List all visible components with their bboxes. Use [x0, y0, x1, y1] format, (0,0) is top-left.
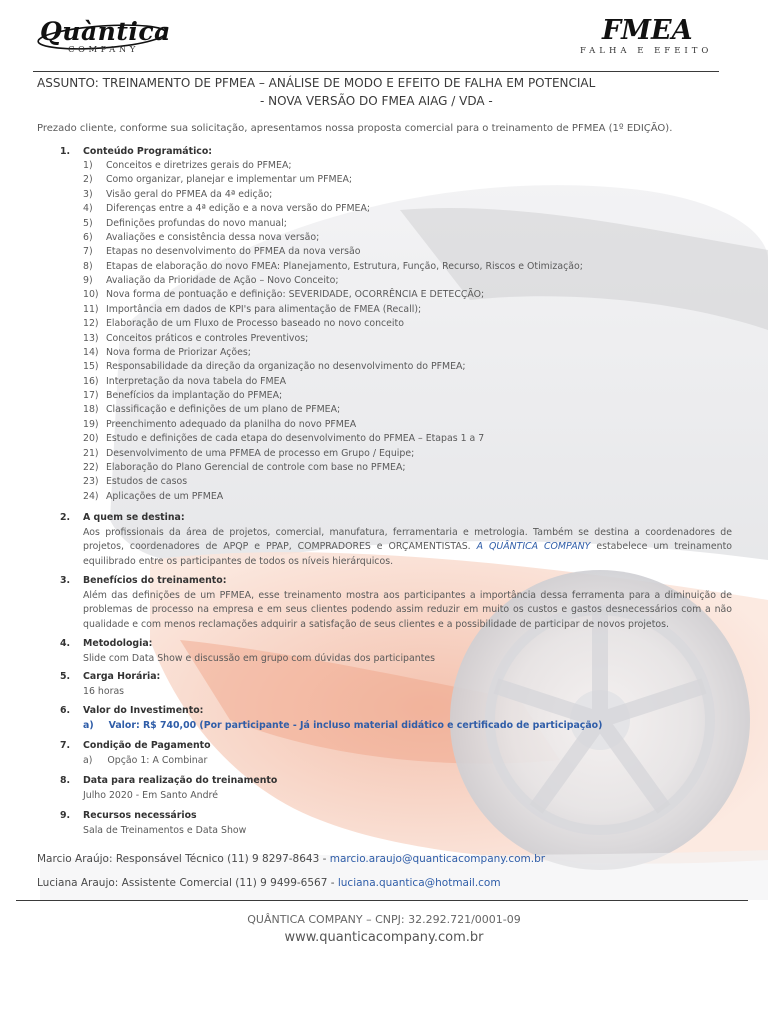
list-item-text: Nova forma de Priorizar Ações; [106, 346, 251, 358]
list-item [83, 461, 703, 475]
section-number: 1. [60, 146, 71, 157]
list-item-number: 7) [83, 246, 93, 258]
logo-left-sub: COMPANY [68, 45, 139, 55]
section-body [83, 719, 732, 734]
section-title: Metodologia: [83, 638, 153, 649]
list-item-text: Nova forma de pontuação e definição: SEVERIDADE, OCORRÊNCIA E DETECÇÃO; [106, 289, 485, 301]
section-title: Recursos necessários [83, 810, 197, 821]
list-item-number: 3) [83, 188, 93, 200]
list-item-number: 2) [83, 174, 93, 186]
list-item [83, 274, 703, 288]
list-item-number: 9) [83, 275, 93, 286]
logo-right-name: FMEA [602, 15, 693, 46]
list-item [83, 303, 703, 317]
list-item-text: Diferenças entre a 4ª edição e a nova versão do PFMEA; [106, 203, 371, 215]
list-item-text: Conceitos práticos e controles Preventivos; [106, 332, 309, 344]
intro-paragraph: Prezado cliente, conforme sua solicitação, apresentamos nossa proposta comercial para o treinamento de PFMEA (1º EDIÇÃO). [37, 123, 673, 134]
contact-luciana [37, 876, 501, 890]
subject-line: ASSUNTO: TREINAMENTO DE PFMEA – ANÁLISE DE MODO E EFEITO DE FALHA EM POTENCIAL [37, 76, 596, 90]
list-item-number: 17) [83, 390, 99, 401]
list-item [83, 332, 703, 346]
section-target-audience [60, 511, 732, 571]
list-item-number: 1) [83, 160, 93, 171]
list-item-text: Conceitos e diretrizes gerais do PFMEA; [106, 160, 292, 171]
list-item-text: Estudo e definições de cada etapa do desenvolvimento do PFMEA – Etapas 1 a 7 [106, 433, 485, 445]
list-item [83, 288, 703, 302]
section-methodology [60, 637, 732, 667]
list-item-number: 22) [83, 461, 99, 473]
section-title: A quem se destina: [83, 512, 185, 523]
list-item-number: 8) [83, 260, 93, 272]
list-item-text: Classificação e definições de um plano de PFMEA; [106, 404, 341, 416]
list-item-text: Avaliações e consistência dessa nova versão; [106, 231, 320, 243]
list-item-text: Avaliação da Prioridade de Ação – Novo Conceito; [106, 275, 339, 286]
subject-subline: - NOVA VERSÃO DO FMEA AIAG / VDA - [260, 94, 493, 108]
section-body [83, 754, 732, 769]
list-item [83, 245, 703, 259]
list-item-text: Elaboração do Plano Gerencial de controle com base no PFMEA; [106, 461, 406, 473]
list-item-number: 6) [83, 231, 93, 243]
section-training-date [60, 774, 732, 804]
list-item [83, 188, 703, 202]
list-item-number: 20) [83, 433, 99, 445]
section-payment-condition [60, 739, 732, 769]
list-item-text: Interpretação da nova tabela do FMEA [106, 375, 286, 387]
list-item [83, 260, 703, 274]
section-number: 6. [60, 705, 71, 716]
list-item [83, 217, 703, 231]
training-date-text: Julho 2020 - Em Santo André [83, 789, 218, 801]
section-workload [60, 670, 732, 700]
section-body [83, 526, 732, 570]
company-name-highlight: A QUÂNTICA COMPANY [476, 541, 591, 552]
list-item [83, 475, 703, 489]
logo-right-sub: FALHA E EFEITO [580, 46, 713, 56]
list-item-number: 5) [83, 217, 93, 229]
list-item [83, 360, 703, 374]
list-item [83, 418, 703, 432]
list-item [83, 403, 703, 417]
list-item-number: 16) [83, 375, 99, 387]
price-text: Valor: R$ 740,00 (Por participante - Já incluso material didático e certificado de participação) [108, 719, 603, 731]
list-item-text: Elaboração de um Fluxo de Processo baseado no novo conceito [106, 318, 404, 330]
section-title: Condição de Pagamento [83, 740, 211, 751]
section-title: Carga Horária: [83, 671, 161, 682]
contact-text: Marcio Araújo: Responsável Técnico (11) 9 8297-8643 - [37, 853, 330, 865]
header-divider [33, 71, 719, 72]
section-benefits [60, 574, 732, 634]
list-item-number: 23) [83, 476, 99, 488]
section-body: Além das definições de um PFMEA, esse treinamento mostra aos participantes a importância dessa ferramenta para a diminuição de problemas de processo na empresa e em seus clientes podendo assim reduzir em muito os custos e gastos desnecessários com a não qualidade e com menos reclamações adquirir a satisfação de seus clientes e a possibilidade de participar de novos projetos. [83, 589, 732, 630]
section-number: 8. [60, 775, 71, 786]
list-item [83, 159, 703, 173]
fmea-logo [576, 16, 726, 60]
list-item [83, 202, 703, 216]
section-number: 4. [60, 638, 71, 649]
list-item-text: Etapas de elaboração do novo FMEA: Planejamento, Estrutura, Função, Recurso, Riscos e Otimização; [106, 260, 583, 272]
list-item-number: 19) [83, 418, 99, 430]
section-body [83, 789, 732, 804]
payment-option-text: Opção 1: A Combinar [107, 754, 208, 766]
section-number: 3. [60, 575, 71, 586]
list-item [83, 231, 703, 245]
footer-divider [16, 900, 748, 901]
list-item-text: Como organizar, planejar e implementar um PFMEA; [106, 174, 353, 186]
contact-email-link[interactable]: luciana.quantica@hotmail.com [337, 877, 501, 889]
list-item-text: Desenvolvimento de uma PFMEA de processo em Grupo / Equipe; [106, 447, 415, 459]
section-number: 9. [60, 810, 71, 821]
section-title: Conteúdo Programático: [83, 146, 213, 157]
section-number: 2. [60, 512, 71, 523]
list-item [83, 447, 703, 461]
list-item [83, 490, 703, 504]
list-item-number: 10) [83, 289, 99, 301]
section-title: Benefícios do treinamento: [83, 575, 227, 586]
list-item-text: Benefícios da implantação do PFMEA; [106, 390, 283, 401]
footer-website-link[interactable]: www.quanticacompany.com.br [284, 930, 484, 945]
list-item-text: Definições profundas do novo manual; [106, 217, 287, 229]
list-item-text: Preenchimento adequado da planilha do novo PFMEA [106, 418, 357, 430]
section-resources [60, 809, 732, 839]
section-number: 7. [60, 740, 71, 751]
section-investment [60, 704, 732, 734]
audience-text: Aos profissionais da área de projetos, comercial, manufatura, ferramentaria e metrologia. Também se destina a coordenadores de projetos, coordenadores de APQP e PPAP, COMPRADORES e ORÇAMENTISTAS. [83, 526, 732, 552]
resources-text: Sala de Treinamentos e Data Show [83, 824, 247, 836]
list-item-number: 15) [83, 361, 99, 373]
section-number: 5. [60, 671, 71, 682]
list-item [83, 375, 703, 389]
list-item-text: Aplicações de um PFMEA [106, 490, 224, 502]
workload-text: 16 horas [83, 685, 125, 697]
list-item-number: 14) [83, 346, 99, 358]
contact-marcio [37, 852, 545, 866]
section-body [83, 685, 732, 700]
list-item-number: 18) [83, 404, 99, 416]
list-item-number: 13) [83, 332, 99, 344]
list-item [83, 173, 703, 187]
payment-item-number: a) [83, 754, 93, 766]
price-item-number: a) [83, 719, 94, 731]
quantica-company-logo [40, 17, 171, 58]
list-item-text: Estudos de casos [106, 476, 188, 488]
list-item-number: 12) [83, 318, 99, 330]
list-item-number: 24) [83, 490, 99, 502]
list-item-text: Importância em dados de KPI's para alimentação de FMEA (Recall); [106, 303, 422, 315]
program-items-list [83, 159, 703, 504]
contact-email-link[interactable]: marcio.araujo@quanticacompany.com.br [329, 853, 546, 865]
list-item-text: Responsabilidade da direção da organização no desenvolvimento do PFMEA; [106, 361, 466, 373]
contact-text: Luciana Araujo: Assistente Comercial (11) 9 9499-6567 - [37, 877, 338, 889]
section-title: Valor do Investimento: [83, 705, 204, 716]
list-item-number: 21) [83, 447, 99, 459]
list-item [83, 432, 703, 446]
list-item-number: 4) [83, 203, 93, 215]
methodology-text: Slide com Data Show e discussão em grupo com dúvidas dos participantes [83, 652, 436, 664]
section-body [83, 824, 732, 839]
footer-company-info: QUÂNTICA COMPANY – CNPJ: 32.292.721/0001-09 [247, 913, 521, 926]
list-item-text: Visão geral do PFMEA da 4ª edição; [106, 188, 273, 200]
list-item-text: Etapas no desenvolvimento do PFMEA da nova versão [106, 246, 361, 258]
audience-text-continued: estabelece um treinamento equilibrado entre os participantes de todos os níveis hierárquicos. [83, 541, 732, 567]
section-body [83, 652, 732, 667]
list-item [83, 389, 703, 403]
list-item [83, 317, 703, 331]
section-title: Data para realização do treinamento [83, 775, 278, 786]
logo-left-name: Quàntica [40, 17, 171, 46]
list-item-number: 11) [83, 303, 99, 315]
list-item [83, 346, 703, 360]
